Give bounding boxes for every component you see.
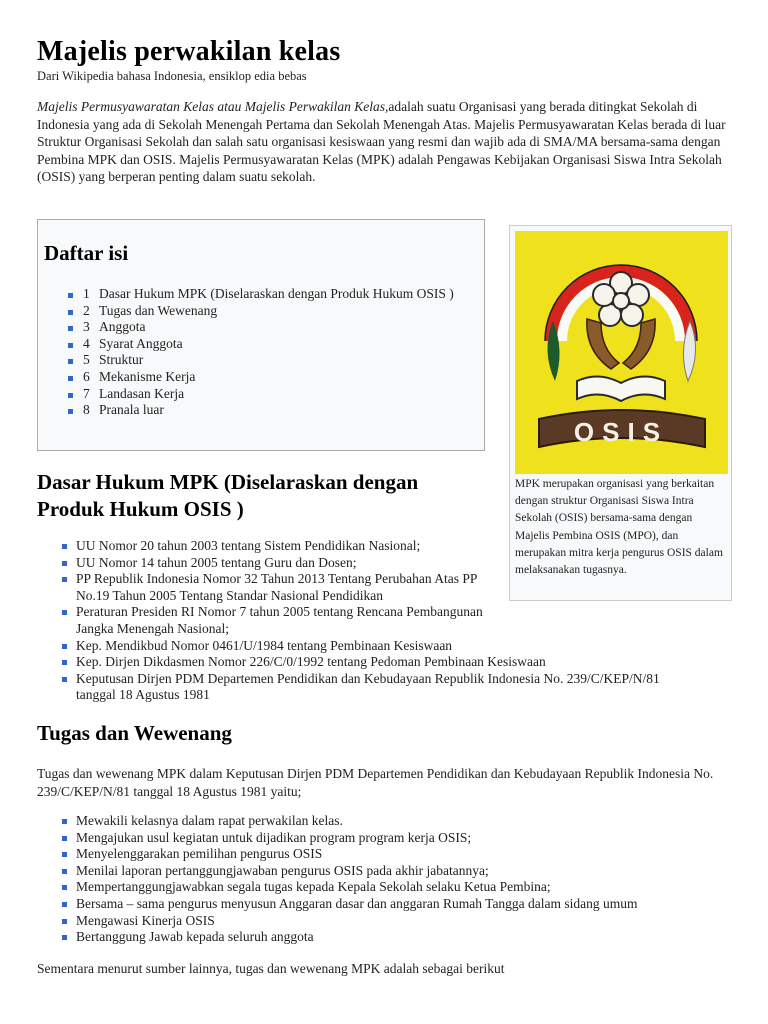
bullet-icon [62,544,67,549]
toc-list [68,286,468,419]
list-item: Mengawasi Kinerja OSIS [62,913,730,930]
intro-italic-text: Majelis Permusyawaratan Kelas atau Majelis Perwakilan Kelas, [37,99,389,114]
tugas-list [62,813,730,946]
toc-item-3[interactable] [68,319,468,336]
bullet-icon [62,869,67,874]
bullet-icon [68,376,73,381]
toc-link[interactable]: Pranala luar [99,402,164,418]
bullet-icon [68,393,73,398]
page-title: Majelis perwakilan kelas [37,36,341,67]
toc-item-4[interactable] [68,336,468,353]
bullet-icon [62,644,67,649]
bullet-icon [62,610,67,615]
bullet-icon [68,293,73,298]
intro-text: adalah suatu Organisasi yang berada ditingkat Sekolah di Indonesia yang ada di Sekolah Menengah Pertama dan Sekolah Menengah Atas. Majelis Permusyawaratan Kelas berada di luar Struktur Organisasi Sekolah dan salah satu organisasi kesiswaan yang resmi dan wajib ada di SMA/MA bersama-sama dengan Pembina MPK dan OSIS. Majelis Permusyawaratan Kelas (MPK) adalah Pengawas Kebijakan Organisasi Siswa Intra Sekolah (OSIS) yang berperan penting dalam suatu sekolah. [37,99,726,185]
toc-number: 4 [83,335,90,351]
intro-paragraph [37,98,730,186]
toc-number: 6 [83,368,90,384]
page-subtitle: Dari Wikipedia bahasa Indonesia, ensiklop edia bebas [37,69,307,83]
toc-item-7[interactable] [68,386,468,403]
image-thumbnail [509,225,732,601]
toc-item-8[interactable] [68,402,468,419]
list-item: Peraturan Presiden RI Nomor 7 tahun 2005 tentang Rencana Pembangunan Jangka Menengah Nasional; [62,604,512,637]
bullet-icon [62,819,67,824]
list-item: Mewakili kelasnya dalam rapat perwakilan kelas. [62,813,730,830]
bullet-icon [62,660,67,665]
tugas-intro-paragraph: Tugas dan wewenang MPK dalam Keputusan Dirjen PDM Departemen Pendidikan dan Kebudayaan Republik Indonesia No. 239/C/KEP/N/81 tanggal 18 Agustus 1981 yaitu; [37,766,714,799]
list-item: UU Nomor 14 tahun 2005 tentang Guru dan Dosen; [62,555,512,572]
list-item: Menilai laporan pertanggungjawaban pengurus OSIS pada akhir jabatannya; [62,863,730,880]
bullet-icon [68,310,73,315]
bullet-icon [62,677,67,682]
section-heading-tugas: Tugas dan Wewenang [37,721,232,745]
bullet-icon [68,326,73,331]
bullet-icon [68,409,73,414]
bullet-icon [62,836,67,841]
toc-item-1[interactable] [68,286,468,303]
list-item: Mempertanggungjawabkan segala tugas kepada Kepala Sekolah selaku Ketua Pembina; [62,879,730,896]
list-item: Bertanggung Jawab kepada seluruh anggota [62,929,730,946]
toc-heading: Daftar isi [44,241,129,265]
toc-link[interactable]: Syarat Anggota [99,335,183,351]
toc-item-2[interactable] [68,303,468,320]
table-of-contents [37,219,485,451]
toc-link[interactable]: Struktur [99,352,144,368]
toc-number: 5 [83,352,90,368]
toc-item-5[interactable] [68,352,468,369]
list-item: Kep. Mendikbud Nomor 0461/U/1984 tentang Pembinaan Kesiswaan [62,638,696,655]
list-item: Kep. Dirjen Dikdasmen Nomor 226/C/0/1992 tentang Pedoman Pembinaan Kesiswaan [62,654,696,671]
bullet-icon [68,359,73,364]
toc-link[interactable]: Tugas dan Wewenang [99,302,218,318]
logo-text: OSIS [573,417,669,447]
bullet-icon [62,935,67,940]
toc-number: 3 [83,319,90,335]
toc-link[interactable]: Landasan Kerja [99,385,185,401]
toc-number: 1 [83,286,90,301]
osis-logo-image[interactable] [515,231,728,474]
image-caption: MPK merupakan organisasi yang berkaitan dengan struktur Organisasi Siswa Intra Sekolah (OSIS) bersama-sama dengan Majelis Pembina OSIS (MPO), dan merupakan mitra kerja pengurus OSIS dalam melaksanakan tugasnya. [515,478,723,577]
section-heading-dasar-hukum: Dasar Hukum MPK (Diselaraskan dengan Produk Hukum OSIS ) [37,470,419,521]
bullet-icon [62,561,67,566]
toc-number: 8 [83,402,90,418]
list-item: PP Republik Indonesia Nomor 32 Tahun 2013 Tentang Perubahan Atas PP No.19 Tahun 2005 Tentang Standar Nasional Pendidikan [62,571,512,604]
bullet-icon [68,343,73,348]
bullet-icon [62,852,67,857]
bullet-icon [62,902,67,907]
list-item: Keputusan Dirjen PDM Departemen Pendidikan dan Kebudayaan Republik Indonesia No. 239/C/KEP/N/81 tanggal 18 Agustus 1981 [62,671,696,704]
toc-link[interactable]: Anggota [99,319,146,335]
toc-link[interactable]: Dasar Hukum MPK (Diselaraskan dengan Produk Hukum OSIS ) [99,286,454,301]
list-item: Bersama – sama pengurus menyusun Anggaran dasar dan anggaran Rumah Tangga dalam sidang umum [62,896,730,913]
toc-number: 2 [83,302,90,318]
list-item: Mengajukan usul kegiatan untuk dijadikan program program kerja OSIS; [62,830,730,847]
toc-link[interactable]: Mekanisme Kerja [99,368,196,384]
osis-logo-icon [515,231,728,474]
bullet-icon [62,577,67,582]
dasar-hukum-list [62,538,660,704]
list-item: UU Nomor 20 tahun 2003 tentang Sistem Pendidikan Nasional; [62,538,512,555]
bullet-icon [62,885,67,890]
closing-paragraph: Sementara menurut sumber lainnya, tugas dan wewenang MPK adalah sebagai berikut [37,961,505,976]
list-item: Menyelenggarakan pemilihan pengurus OSIS [62,846,730,863]
toc-item-6[interactable] [68,369,468,386]
bullet-icon [62,919,67,924]
toc-number: 7 [83,385,90,401]
